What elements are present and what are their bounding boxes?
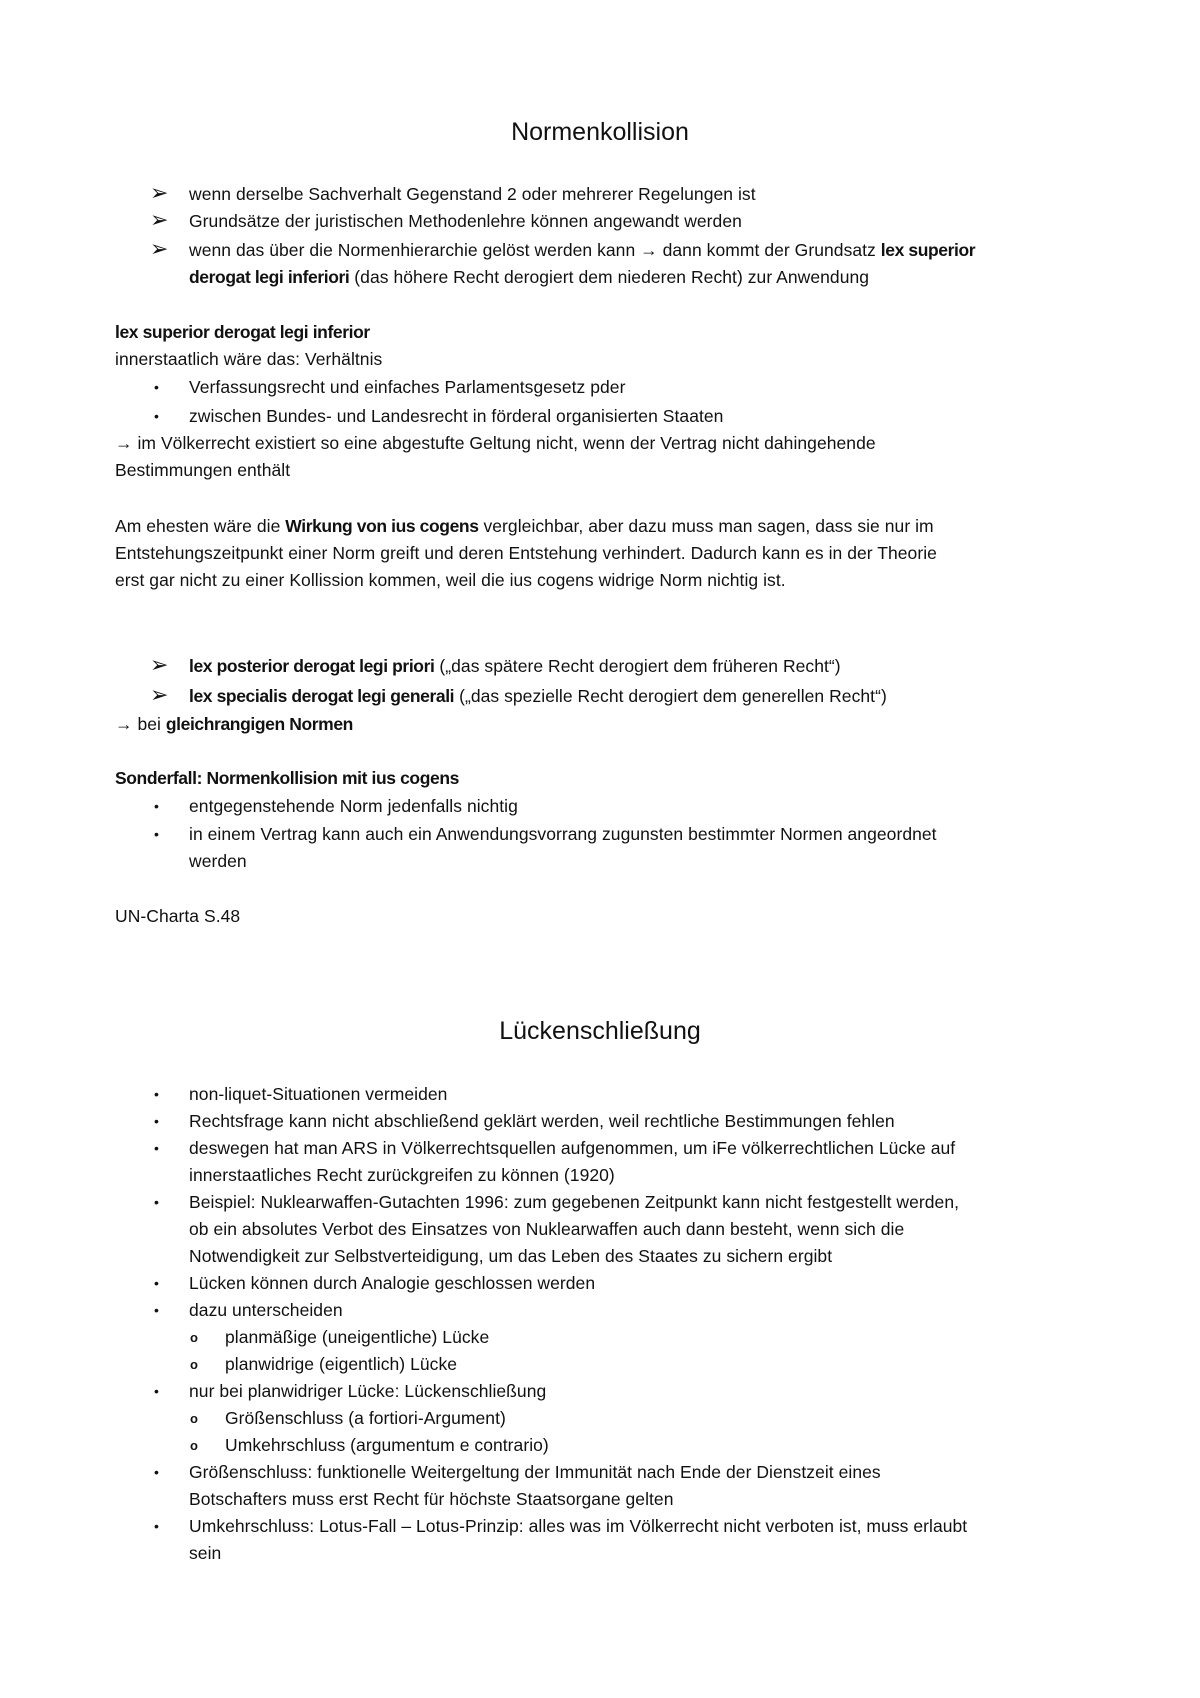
arrow-item-3-text: wenn das über die Normenhierarchie gelöst werden kann → dann kommt der Grundsatz (189, 240, 881, 260)
list-item-line: Umkehrschluss: Lotus-Fall – Lotus-Prinzip: alles was im Völkerrecht nicht verboten ist, muss erlaubt (189, 1516, 968, 1536)
voelkerrecht-text-line1: → im Völkerrecht existiert so eine abgestufte Geltung nicht, wenn der Vertrag nicht dahingehende (115, 433, 876, 453)
bullet-dot-icon: • (154, 1086, 159, 1102)
list-item-line: sein (189, 1543, 222, 1563)
arrow-bullet-icon: ➢ (150, 682, 169, 707)
lex-specialis-item (189, 685, 887, 707)
lex-posterior-text: („das spätere Recht derogiert dem früheren Recht“) (434, 656, 841, 676)
ius-cogens-para-line1 (115, 515, 934, 537)
voelkerrecht-text-line2: Bestimmungen enthält (115, 460, 291, 480)
ius-cogens-term: Wirkung von ius cogens (285, 516, 479, 536)
ius-cogens-para-line2: Entstehungszeitpunkt einer Norm greift und deren Entstehung verhindert. Dadurch kann es in der Theorie (115, 543, 937, 563)
arrow-bullet-icon: ➢ (150, 207, 169, 232)
bullet-dot-icon: • (154, 1275, 159, 1291)
innerstaatlich-text: innerstaatlich wäre das: Verhältnis (115, 349, 383, 369)
gleichrangig-term: gleichrangigen Normen (165, 714, 353, 734)
sub-bullet-circle-icon: o (190, 1438, 198, 1453)
un-charta-reference: UN-Charta S.48 (115, 906, 241, 926)
arrow-item-2: Grundsätze der juristischen Methodenlehre können angewandt werden (189, 211, 742, 231)
lex-posterior-term: lex posterior derogat legi priori (189, 656, 435, 676)
sub-list-item-line: planmäßige (uneigentliche) Lücke (225, 1327, 490, 1347)
derogat-term: derogat legi inferiori (189, 267, 350, 287)
list-item-line: ob ein absolutes Verbot des Einsatzes von Nuklearwaffen auch dann besteht, wenn sich die (189, 1219, 905, 1239)
ius-cogens-para-line3: erst gar nicht zu einer Kollission kommen, weil die ius cogens widrige Norm nichtig ist. (115, 570, 786, 590)
gleichrangig-line (115, 713, 353, 735)
sub-bullet-circle-icon: o (190, 1357, 198, 1372)
bullet-item: zwischen Bundes- und Landesrecht in förderal organisierten Staaten (189, 406, 724, 426)
bullet-item: Verfassungsrecht und einfaches Parlamentsgesetz pder (189, 377, 626, 397)
bullet-dot-icon: • (154, 1518, 159, 1534)
lex-superior-term: lex superior (880, 240, 976, 260)
lex-specialis-term: lex specialis derogat legi generali (189, 686, 455, 706)
arrow-bullet-icon: ➢ (150, 236, 169, 261)
bullet-dot-icon: • (154, 1383, 159, 1399)
bullet-dot-icon: • (154, 1194, 159, 1210)
list-item-line: nur bei planwidriger Lücke: Lückenschließung (189, 1381, 547, 1401)
bullet-dot-icon: • (154, 1140, 159, 1156)
sonderfall-bullet-2-line2: werden (189, 851, 247, 871)
bullet-dot-icon: • (154, 1464, 159, 1480)
bullet-dot-icon: • (154, 379, 159, 395)
list-item-line: Notwendigkeit zur Selbstverteidigung, um das Leben des Staates zu sichern ergibt (189, 1246, 833, 1266)
list-item-line: Rechtsfrage kann nicht abschließend geklärt werden, weil rechtliche Bestimmungen fehlen (189, 1111, 895, 1131)
section-title-normenkollision: Normenkollision (511, 118, 689, 146)
sub-bullet-circle-icon: o (190, 1411, 198, 1426)
sonderfall-heading: Sonderfall: Normenkollision mit ius cogens (115, 768, 459, 788)
list-item-line: Lücken können durch Analogie geschlossen werden (189, 1273, 596, 1293)
sonderfall-bullet-1: entgegenstehende Norm jedenfalls nichtig (189, 796, 518, 816)
list-item-line: Beispiel: Nuklearwaffen-Gutachten 1996: zum gegebenen Zeitpunkt kann nicht festgestellt werden, (189, 1192, 960, 1212)
arrow-item-3-text-cont: (das höhere Recht derogiert dem niederen Recht) zur Anwendung (349, 267, 870, 287)
arrow-item-1: wenn derselbe Sachverhalt Gegenstand 2 oder mehrerer Regelungen ist (189, 184, 756, 204)
sub-list-item-line: planwidrige (eigentlich) Lücke (225, 1354, 458, 1374)
list-item-line: non-liquet-Situationen vermeiden (189, 1084, 448, 1104)
list-item-line: dazu unterscheiden (189, 1300, 343, 1320)
arrow-item-3-line2 (189, 266, 869, 288)
lex-superior-heading: lex superior derogat legi inferior (115, 322, 370, 342)
lex-specialis-text: („das spezielle Recht derogiert dem generellen Recht“) (454, 686, 887, 706)
sub-bullet-circle-icon: o (190, 1330, 198, 1345)
sonderfall-bullet-2-line1: in einem Vertrag kann auch ein Anwendungsvorrang zugunsten bestimmter Normen angeordnet (189, 824, 937, 844)
bullet-dot-icon: • (154, 1113, 159, 1129)
bullet-dot-icon: • (154, 1302, 159, 1318)
ius-cogens-text-cont: vergleichbar, aber dazu muss man sagen, dass sie nur im (478, 516, 934, 536)
lex-posterior-item (189, 655, 841, 677)
list-item-line: deswegen hat man ARS in Völkerrechtsquellen aufgenommen, um iFe völkerrechtlichen Lücke auf (189, 1138, 956, 1158)
arrow-bullet-icon: ➢ (150, 652, 169, 677)
arrow-bullet-icon: ➢ (150, 180, 169, 205)
list-item-line: Größenschluss: funktionelle Weitergeltung der Immunität nach Ende der Dienstzeit eines (189, 1462, 881, 1482)
ius-cogens-text: Am ehesten wäre die (115, 516, 286, 536)
sub-list-item-line: Größenschluss (a fortiori-Argument) (225, 1408, 506, 1428)
bullet-dot-icon: • (154, 826, 159, 842)
gleichrangig-text: → bei (115, 714, 166, 734)
section-title-lueckenschliessung: Lückenschließung (499, 1017, 701, 1045)
arrow-item-3-line1 (189, 239, 975, 261)
list-item-line: Botschafters muss erst Recht für höchste Staatsorgane gelten (189, 1489, 674, 1509)
sub-list-item-line: Umkehrschluss (argumentum e contrario) (225, 1435, 549, 1455)
list-item-line: innerstaatliches Recht zurückgreifen zu können (1920) (189, 1165, 615, 1185)
bullet-dot-icon: • (154, 798, 159, 814)
bullet-dot-icon: • (154, 408, 159, 424)
